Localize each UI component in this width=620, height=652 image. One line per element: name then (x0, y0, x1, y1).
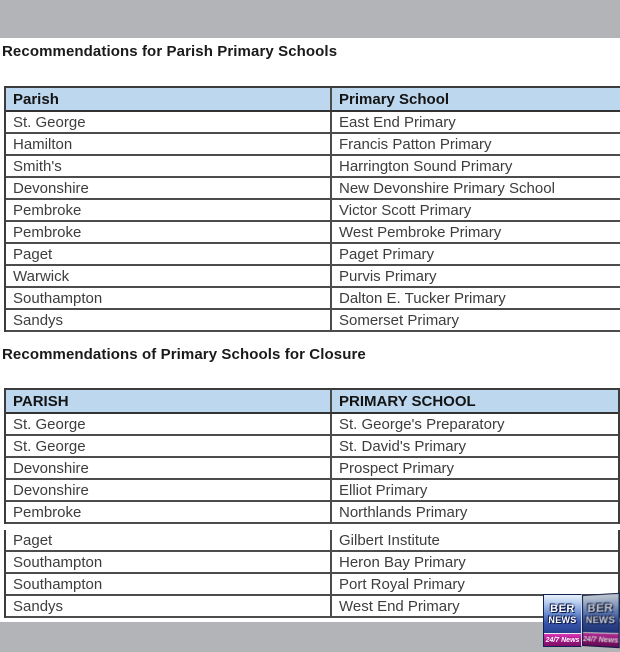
table-row (6, 156, 620, 178)
school-cell: Dalton E. Tucker Primary (330, 288, 620, 308)
table-row (6, 200, 620, 222)
table-header-row (6, 390, 618, 414)
table-row (6, 134, 620, 156)
parish-cell: St. George (13, 415, 86, 433)
bernews-logo-front-face (543, 594, 582, 647)
school-cell: Purvis Primary (330, 266, 620, 286)
table-row (6, 552, 618, 574)
school-cell: Somerset Primary (330, 310, 620, 330)
parish-cell: Pembroke (13, 503, 82, 521)
bernews-logo-text-ber: BER (550, 602, 575, 615)
column-header-primary-school: PRIMARY SCHOOL (330, 390, 618, 412)
column-header-parish: Parish (13, 90, 59, 108)
school-cell: West End Primary (330, 596, 618, 616)
table-row (6, 310, 620, 332)
parish-cell: Devonshire (13, 481, 89, 499)
bernews-logo-panel (544, 595, 581, 633)
table-row (6, 530, 618, 552)
section-title-parish-primary: Recommendations for Parish Primary Schools (2, 43, 338, 60)
parish-cell: Pembroke (13, 223, 82, 241)
table-body (6, 530, 618, 618)
table-row (6, 414, 618, 436)
parish-primary-table (4, 86, 620, 332)
school-cell: New Devonshire Primary School (330, 178, 620, 198)
school-cell: St. David's Primary (330, 436, 618, 456)
table-row (6, 266, 620, 288)
school-cell: East End Primary (330, 112, 620, 132)
parish-cell: Southampton (13, 553, 103, 571)
table-row (6, 178, 620, 200)
bottom-gray-bar (0, 622, 620, 652)
school-cell: Harrington Sound Primary (330, 156, 620, 176)
table-row (6, 112, 620, 134)
bernews-logo-text-news: NEWS (548, 614, 577, 625)
parish-cell: Sandys (13, 597, 64, 615)
top-gray-bar (0, 0, 620, 38)
parish-cell: Smith's (13, 157, 62, 175)
bernews-logo-panel (583, 594, 619, 633)
table-row (6, 574, 618, 596)
parish-cell: Hamilton (13, 135, 73, 153)
parish-cell: Pembroke (13, 201, 82, 219)
parish-cell: St. George (13, 113, 86, 131)
parish-cell: Devonshire (13, 179, 89, 197)
bernews-tagline: 24/7 News (544, 633, 581, 646)
school-cell: Northlands Primary (330, 502, 618, 522)
school-cell: Gilbert Institute (330, 530, 618, 550)
section-title-closures: Recommendations of Primary Schools for Closure (2, 346, 366, 363)
bernews-tagline: 24/7 News (583, 632, 619, 647)
parish-cell: St. George (13, 437, 86, 455)
closure-table-segment-1 (4, 388, 620, 524)
school-cell: St. George's Preparatory (330, 414, 618, 434)
school-cell: Elliot Primary (330, 480, 618, 500)
school-cell: Heron Bay Primary (330, 552, 618, 572)
table-header-row (6, 88, 620, 112)
table-body (6, 414, 618, 524)
table-body (6, 112, 620, 332)
column-header-primary-school: Primary School (330, 88, 620, 110)
parish-cell: Paget (13, 531, 53, 549)
table-row (6, 222, 620, 244)
school-cell: Prospect Primary (330, 458, 618, 478)
table-row (6, 502, 618, 524)
bernews-logo-side-face (582, 593, 620, 649)
parish-cell: Southampton (13, 575, 103, 593)
closure-table-segment-2 (4, 530, 620, 618)
table-row (6, 244, 620, 266)
school-cell: West Pembroke Primary (330, 222, 620, 242)
bernews-logo-text-ber: BER (587, 601, 614, 615)
school-cell: Port Royal Primary (330, 574, 618, 594)
bernews-logo-text-news: NEWS (585, 614, 616, 625)
table-row (6, 288, 620, 310)
table-row (6, 458, 618, 480)
parish-cell: Southampton (13, 289, 103, 307)
bernews-watermark (543, 594, 619, 647)
parish-cell: Devonshire (13, 459, 89, 477)
column-header-parish: PARISH (13, 392, 69, 410)
table-row (6, 480, 618, 502)
school-cell: Paget Primary (330, 244, 620, 264)
school-cell: Francis Patton Primary (330, 134, 620, 154)
parish-cell: Paget (13, 245, 53, 263)
parish-cell: Sandys (13, 311, 64, 329)
school-cell: Victor Scott Primary (330, 200, 620, 220)
table-row (6, 596, 618, 618)
table-row (6, 436, 618, 458)
parish-cell: Warwick (13, 267, 70, 285)
